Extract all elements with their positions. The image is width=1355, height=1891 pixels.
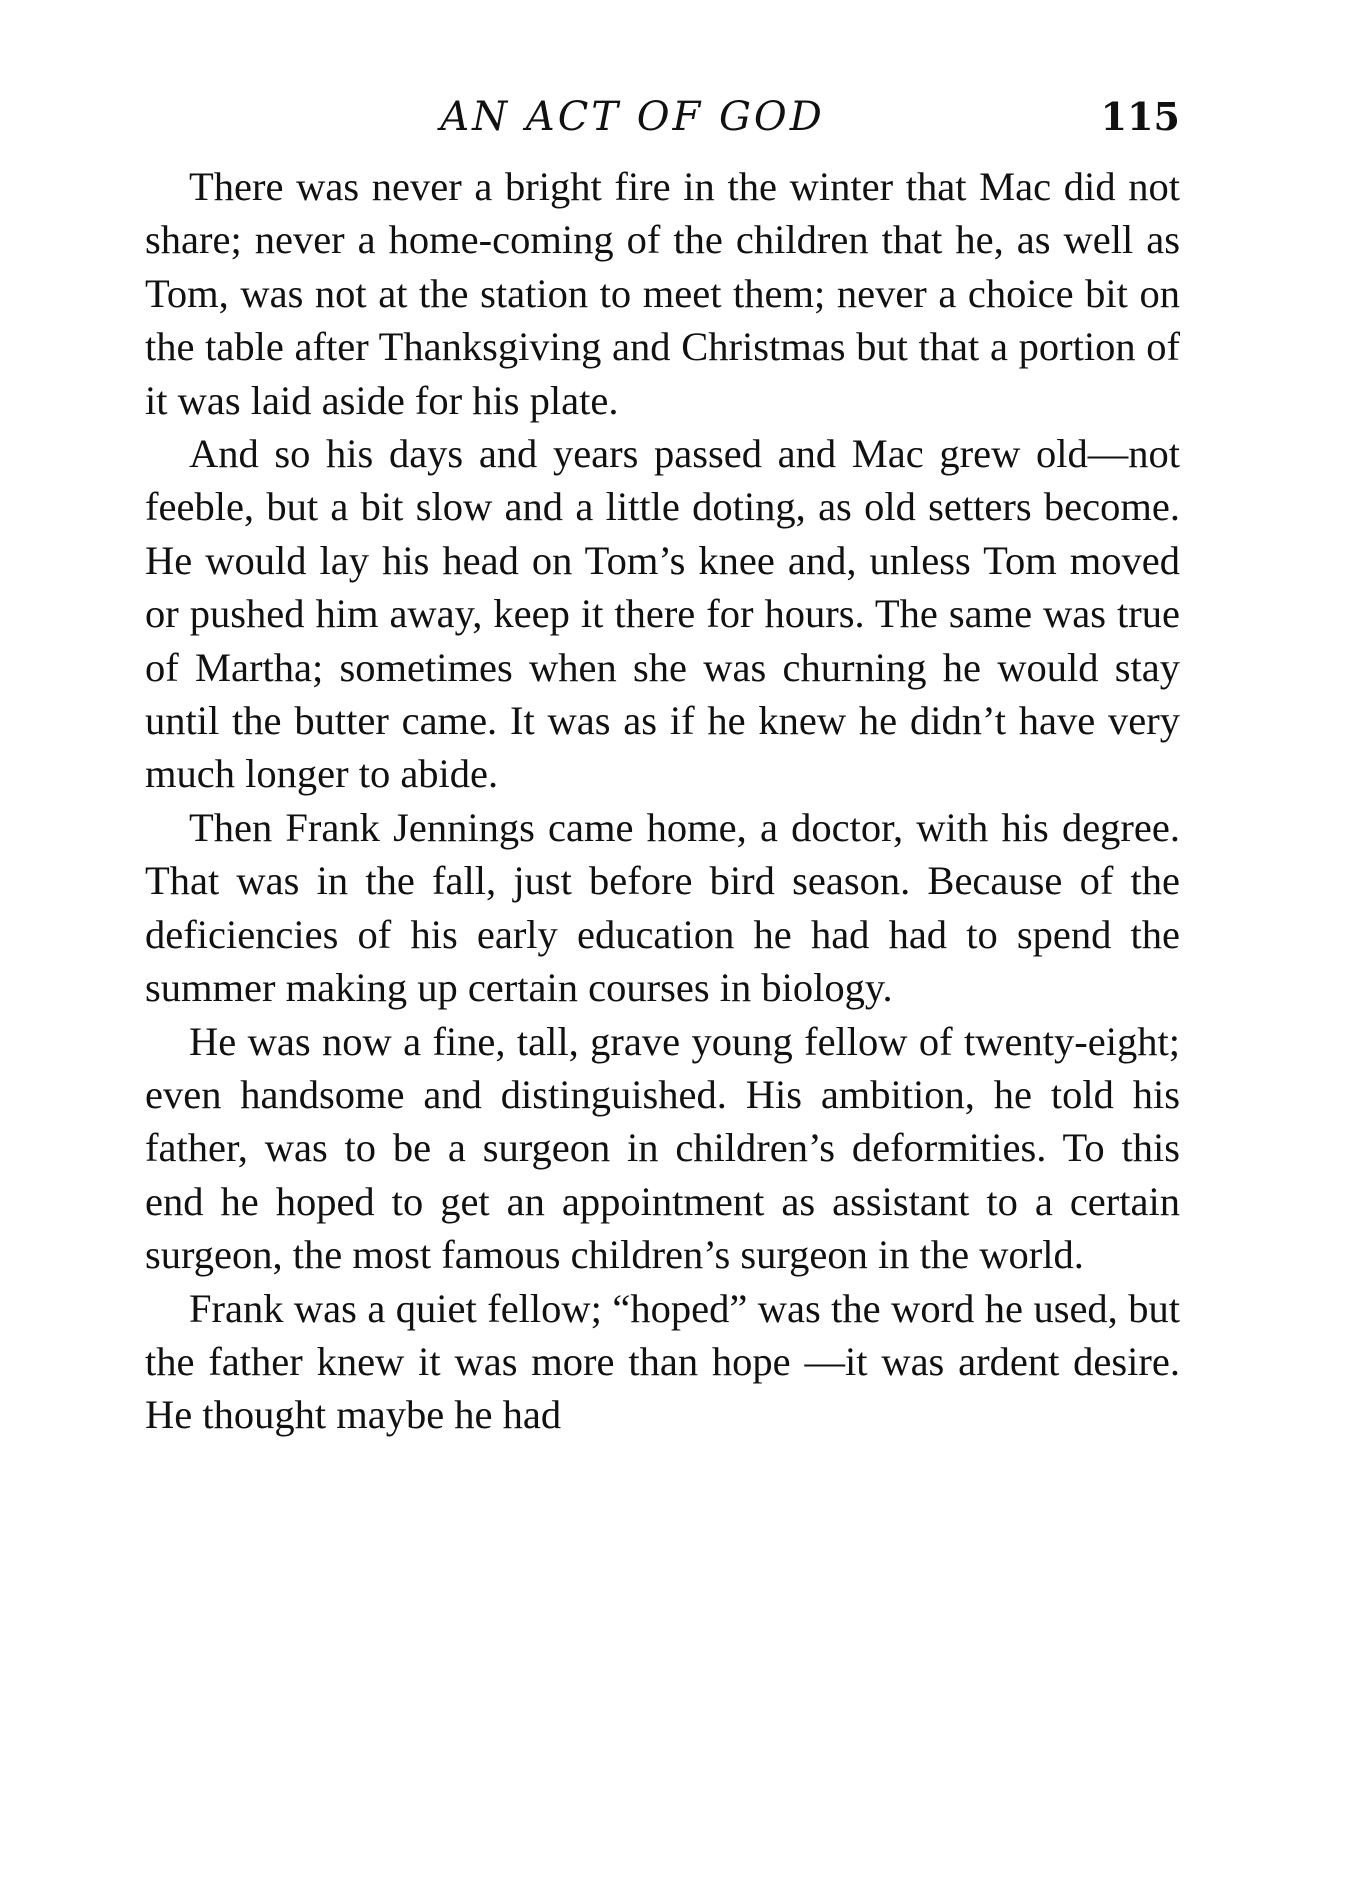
paragraph: Frank was a quiet fellow; “hoped” was the word he used, but the father knew it was more than hope —it was ardent desire. He thought maybe he had: [145, 1285, 1180, 1438]
book-page: [145, 92, 1180, 1442]
page-number: 115: [1100, 94, 1180, 139]
running-title: AN ACT OF GOD: [440, 94, 825, 140]
paragraph: And so his days and years passed and Mac grew old—not feeble, but a bit slow and a little doting, as old setters become. He would lay his head on Tom’s knee and, unless Tom moved or pushed him away, keep it there for hours. The same was true of Martha; sometimes when she was churning he would stay until the butter came. It was as if he knew he didn’t have very much longer to abide.: [145, 431, 1180, 797]
paragraph: There was never a bright fire in the winter that Mac did not share; never a home-coming of the children that he, as well as Tom, was not at the station to meet them; never a choice bit on the table after Thanksgiving and Christmas but that a portion of it was laid aside for his plate.: [145, 164, 1180, 423]
paragraph: He was now a fine, tall, grave young fellow of twenty-eight; even handsome and distinguished. His ambition, he told his father, was to be a surgeon in children’s deformities. To this end he hoped to get an appointment as assistant to a certain surgeon, the most famous children’s surgeon in the world.: [145, 1018, 1180, 1278]
body-text: [145, 160, 1180, 1442]
paragraph: Then Frank Jennings came home, a doctor, with his degree. That was in the fall, just before bird season. Because of the deficiencies of his early education he had had to spend the summer making up certain courses in biology.: [145, 804, 1180, 1011]
running-head: [145, 92, 1180, 144]
